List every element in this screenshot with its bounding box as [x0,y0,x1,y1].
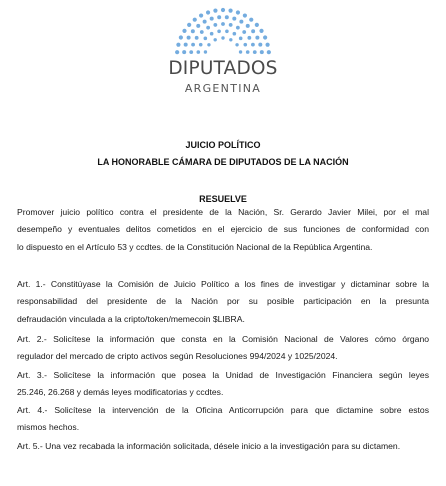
text-line: Art. 5.- Una vez recabada la información solicitada, désele inicio a la investigación para su dictamen. [17,441,401,451]
logo-subtitle: ARGENTINA [184,82,262,95]
text-line: defraudación vinculada a la cripto/token/memecoin $LIBRA. [17,313,245,324]
text-line: Art. 3.- Solicítese la información que posea la Unidad de Investigación Financiera según leyes [17,370,429,380]
document-subtitle: LA HONORABLE CÁMARA DE DIPUTADOS DE LA NACIÓN [97,157,349,167]
article-1 [17,276,429,328]
text-line: Art. 4.- Solicítese la intervención de la Oficina Anticorrupción para que dictamine sobre estos [17,405,429,415]
text-line: regulador del mercado de cripto activos según Resoluciones 994/2024 y 1025/2024. [17,351,338,362]
text-line: Art. 2.- Solicítese la información que consta en la Comisión Nacional de Valores cómo órgano [17,334,429,344]
text-line: mismos hechos. [17,422,80,433]
logo-title: DIPUTADOS [168,58,278,79]
text-line: responsabilidad del presidente de la Nación por su posible participación en la presunta [17,296,429,307]
text-line: lo dispuesto en el Artículo 53 y ccdtes. de la Constitución Nacional de la República Argentina. [17,241,373,252]
article-4 [17,402,429,437]
intro-paragraph [17,204,429,256]
resolution-heading: RESUELVE [199,194,247,204]
article-2 [17,331,429,366]
text-line: 25.246, 26.268 y demás leyes modificatorias y ccdtes. [17,387,224,398]
congress-dome-icon [173,6,273,58]
article-3 [17,367,429,402]
article-5 [17,438,429,455]
text-line: Promover juicio político contra el presidente de la Nación, Sr. Gerardo Javier Milei, por el mal [17,207,429,217]
text-line: Art. 1.- Constitúyase la Comisión de Juicio Político a los fines de investigar y dictaminar sobre la [17,279,429,289]
text-line: desempeño y eventuales delitos cometidos en el ejercicio de sus funciones de conformidad con [17,224,429,235]
document-title: JUICIO POLÍTICO [185,140,261,150]
diputados-logo [0,0,446,110]
